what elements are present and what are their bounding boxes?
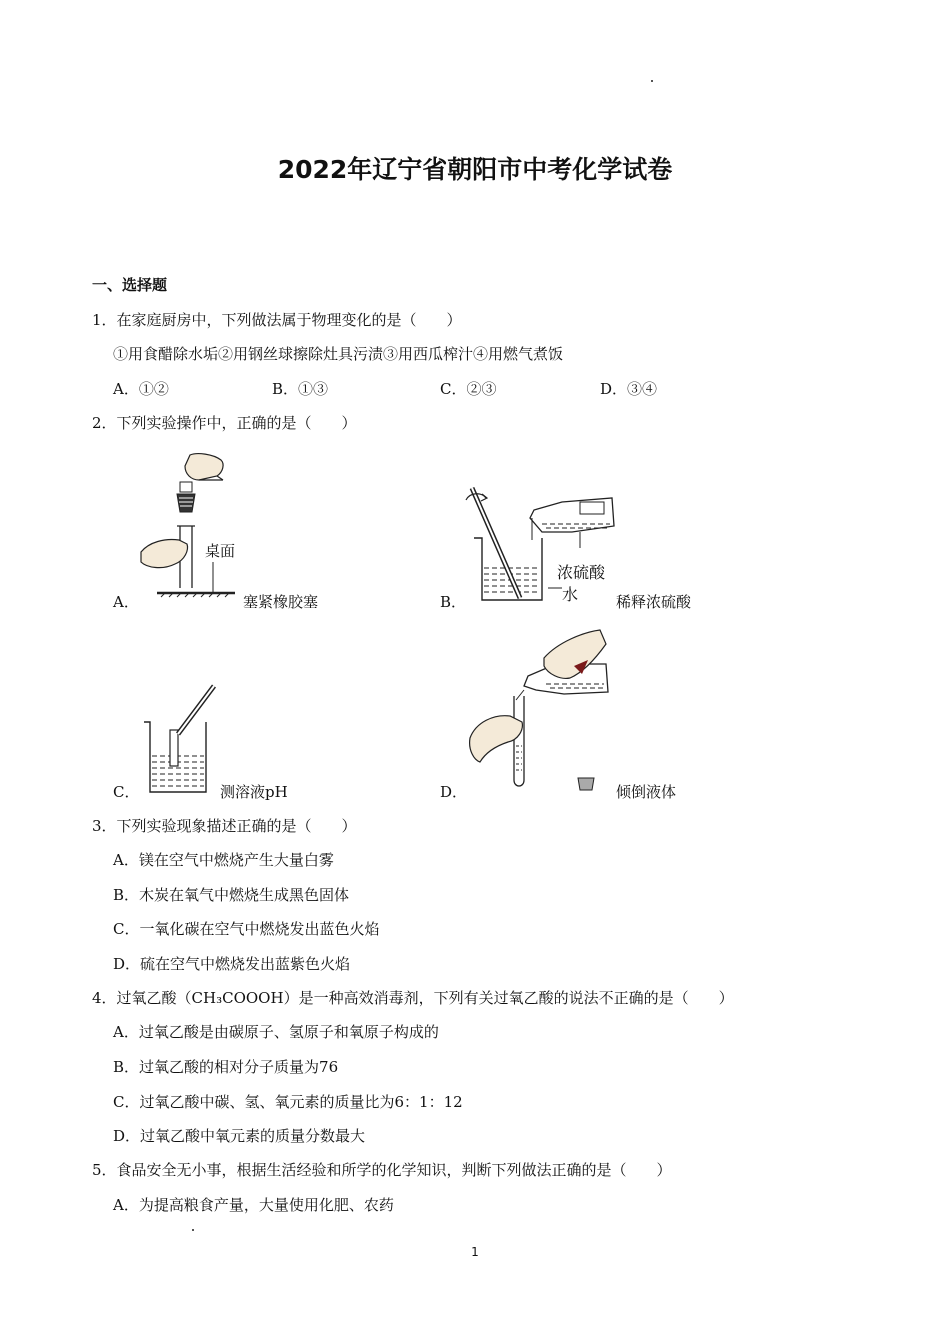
question-5-option-a: A．为提高粮食产量，大量使用化肥、农药 (113, 1196, 394, 1214)
speck (651, 80, 653, 82)
question-1-option-a: A．①② (113, 380, 169, 398)
figure-b-letter: B． (440, 593, 467, 611)
question-3-option-c: C．一氧化碳在空气中燃烧发出蓝色火焰 (113, 920, 380, 938)
figure-b-dilution-diagram (462, 480, 622, 605)
question-1-option-d: D．③④ (600, 380, 658, 398)
question-3-option-d: D．硫在空气中燃烧发出蓝紫色火焰 (113, 955, 351, 973)
figure-d-letter: D． (440, 783, 468, 801)
figure-b-water-label: 水 (562, 585, 579, 604)
question-3-option-a: A．镁在空气中燃烧产生大量白雾 (113, 851, 334, 869)
figure-a-letter: A． (113, 593, 139, 611)
question-3-stem: 3．下列实验现象描述正确的是（ ） (92, 817, 357, 835)
figure-a-caption: 塞紧橡胶塞 (243, 593, 319, 611)
figure-d-pouring-diagram (466, 628, 616, 798)
figure-a-stopper-diagram (135, 450, 245, 605)
section-heading: 一、选择题 (92, 276, 168, 294)
question-4-option-d: D．过氧乙酸中氧元素的质量分数最大 (113, 1127, 366, 1145)
page-title: 2022年辽宁省朝阳市中考化学试卷 (277, 155, 673, 184)
question-3-option-b: B．木炭在氧气中燃烧生成黑色固体 (113, 886, 350, 904)
question-4-option-a: A．过氧乙酸是由碳原子、氢原子和氧原子构成的 (113, 1023, 439, 1041)
figure-c-ph-diagram (140, 682, 220, 797)
figure-b-acid-label: 浓硫酸 (557, 563, 606, 582)
speck (192, 1229, 194, 1231)
question-1-option-c: C．②③ (440, 380, 497, 398)
figure-a-table-label: 桌面 (205, 542, 236, 560)
question-4-stem: 4．过氧乙酸（CH₃COOOH）是一种高效消毒剂，下列有关过氧乙酸的说法不正确的是（ ） (92, 989, 734, 1007)
question-1-option-b: B．①③ (272, 380, 329, 398)
question-1-extra: ①用食醋除水垢②用钢丝球擦除灶具污渍③用西瓜榨汁④用燃气煮饭 (113, 345, 564, 363)
question-2-stem: 2．下列实验操作中，正确的是（ ） (92, 414, 357, 432)
figure-c-letter: C． (113, 783, 140, 801)
question-4-option-c: C．过氧乙酸中碳、氢、氧元素的质量比为6：1：12 (113, 1093, 463, 1111)
figure-d-caption: 倾倒液体 (616, 783, 677, 801)
figure-b-caption: 稀释浓硫酸 (616, 593, 692, 611)
figure-c-caption: 测溶液pH (220, 783, 288, 801)
question-1-stem: 1．在家庭厨房中，下列做法属于物理变化的是（ ） (92, 311, 462, 329)
question-4-option-b: B．过氧乙酸的相对分子质量为76 (113, 1058, 339, 1076)
page-number: 1 (471, 1245, 479, 1259)
question-5-stem: 5．食品安全无小事，根据生活经验和所学的化学知识，判断下列做法正确的是（ ） (92, 1161, 672, 1179)
